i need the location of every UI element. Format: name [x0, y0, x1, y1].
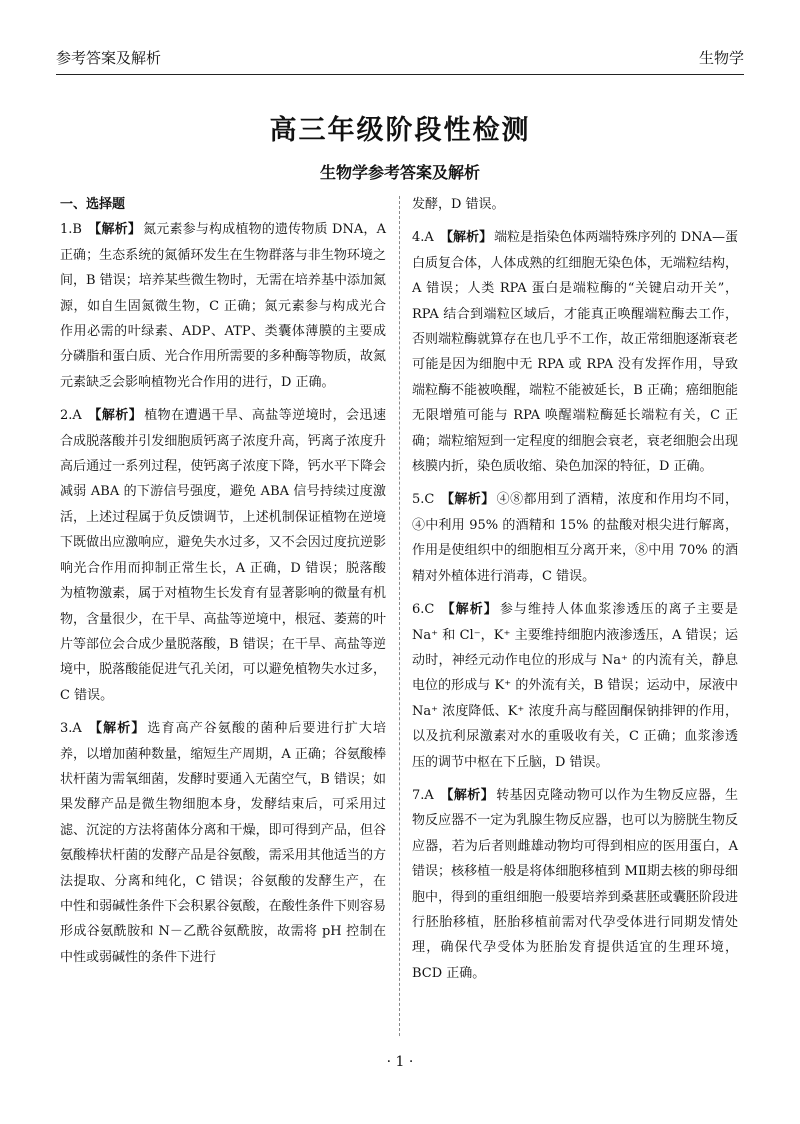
item-number: 4.	[412, 230, 425, 246]
item-text: 选育高产谷氨酸的菌种后要进行扩大培养，以增加菌种数量，缩短生产周期，A 正确；谷氨酸棒状杆菌为需氧细菌，发酵时要通入无菌空气，B 错误；如果发酵产品是微生物细胞本身，发酵结束后，可采用过滤、沉淀的方法将菌体分离和干燥，即可得到产品，但谷氨酸棒状杆菌的发酵产品是谷氨酸，需采用其他适当的方法提取、分离和纯化，C 错误；谷氨酸的发酵生产，在中性和弱碱性条件下会积累谷氨酸，在酸性条件下则容易形成谷氨酰胺和 N－乙酰谷氨酰胺，故需将 pH 控制在中性或弱碱性的条件下进行	[60, 721, 386, 965]
item-text: 端粒是指染色体两端特殊序列的 DNA—蛋白质复合体，人体成熟的红细胞无染色体，无端粒结构，A 错误；人类 RPA 蛋白是端粒酶的“关键启动开关”，RPA 结合到端粒区域后，才能真正唤醒端粒酶去工作，否则端粒酶就算存在也几乎不工作，故正常细胞逐渐衰老可能是因为细胞中无 RPA 或 RPA 没有发挥作用，导致端粒酶不能被唤醒，端粒不能被延长，B 正确；癌细胞能无限增殖可能与 RPA 唤醒端粒酶延长端粒有关，C 正确；端粒缩短到一定程度的细胞会衰老，衰老细胞会出现核膜内折，染色质收缩、染色加深的特征，D 正确。	[412, 230, 738, 475]
header-left-label: 参考答案及解析	[56, 49, 162, 67]
section-heading: 一、选择题	[60, 197, 126, 212]
item-answer: C	[424, 602, 435, 618]
item-3-continuation: 发酵，D 错误。	[412, 197, 505, 212]
page-number: · 1 ·	[386, 1054, 414, 1070]
analysis-tag: 【解析】	[88, 222, 142, 238]
item-number: 5.	[412, 492, 425, 508]
item-answer: A	[424, 787, 434, 803]
item-answer: C	[424, 492, 435, 508]
item-number: 1.	[60, 222, 73, 238]
analysis-tag: 【解析】	[89, 721, 146, 737]
page-subtitle: 生物学参考答案及解析	[319, 163, 480, 182]
column-divider	[399, 196, 400, 1036]
item-number: 2.	[60, 408, 73, 424]
answer-item-5	[412, 487, 738, 589]
analysis-tag: 【解析】	[440, 492, 495, 508]
right-column	[412, 192, 738, 994]
item-text: 转基因克隆动物可以作为生物反应器，生物反应器不一定为乳腺生物反应器，也可以为膀胱生物反应器，若为后者则雌雄动物均可得到相应的医用蛋白，A 错误；核移植一般是将体细胞移植到 MⅡ期去核的卵母细胞中，得到的重组细胞一般要培养到桑葚胚或囊胚阶段进行胚胎移植，胚胎移植前需对代孕受体进行同期发情处理，确保代孕受体为胚胎发育提供适宜的生理环境，BCD 正确。	[412, 787, 738, 981]
answer-item-3	[60, 716, 386, 970]
item-number: 6.	[412, 602, 425, 618]
running-header	[56, 44, 744, 75]
left-column	[60, 192, 386, 978]
item-answer: B	[72, 222, 82, 238]
item-text: 氮元素参与构成植物的遗传物质 DNA，A 正确；生态系统的氮循环发生在生物群落与非生物环境之间，B 错误；培养某些微生物时，无需在培养基中添加氮源，如自生固氮微生物，C 正确；氮元素参与构成光合作用必需的叶绿素、ADP、ATP、类囊体薄膜的主要成分磷脂和蛋白质、光合作用所需要的多种酶等物质，故氮元素缺乏会影响植物光合作用的进行，D 正确。	[60, 222, 386, 390]
analysis-tag: 【解析】	[441, 602, 498, 618]
answer-item-4	[412, 225, 738, 479]
answer-item-6	[412, 597, 738, 775]
item-text: 植物在遭遇干旱、高盐等逆境时，会迅速合成脱落酸并引发细胞质钙离子浓度升高，钙离子浓度升高后通过一系列过程，使钙离子浓度下降，钙水平下降会减弱 ABA 的下游信号强度，避免 ABA 信号持续过度激活，上述过程属于负反馈调节，上述机制保证植物在逆境下既做出应激响应，避免失水过多，又不会因过度抗逆影响光合作用而抑制正常生长，A 正确，D 错误；脱落酸为植物激素，属于对植物生长发育有显著影响的微量有机物，含量很少，在干旱、高盐等逆境中，根冠、萎蔫的叶片等部位会合成少量脱落酸，B 错误；在干旱、高盐等逆境中，脱落酸能促进气孔关闭，可以避免植物失水过多，C 错误。	[60, 408, 386, 703]
analysis-tag: 【解析】	[440, 787, 495, 803]
analysis-tag: 【解析】	[88, 408, 143, 424]
item-answer: A	[424, 230, 434, 246]
header-subject-label: 生物学	[698, 49, 744, 67]
page-title: 高三年级阶段性检测	[269, 115, 531, 146]
answer-item-1	[60, 217, 386, 395]
item-text: 参与维持人体血浆渗透压的离子主要是 Na⁺ 和 Cl⁻，K⁺ 主要维持细胞内液渗透压，A 错误；运动时，神经元动作电位的形成与 Na⁺ 的内流有关，静息电位的形成与 K⁺ 的外流有关，B 错误；运动中，尿液中 Na⁺ 浓度降低、K⁺ 浓度升高与醛固酮保钠排钾的作用，以及抗利尿激素对水的重吸收有关，C 正确；血浆渗透压的调节中枢在下丘脑，D 错误。	[412, 602, 738, 770]
answer-item-7	[412, 783, 738, 986]
analysis-tag: 【解析】	[439, 230, 493, 246]
item-text: ④⑧都用到了酒精，浓度和作用均不同，④中利用 95% 的酒精和 15% 的盐酸对根尖进行解离，作用是使组织中的细胞相互分离开来，⑧中用 70% 的酒精对外植体进行消毒，C 错误。	[412, 492, 738, 584]
item-number: 7.	[412, 787, 425, 803]
item-number: 3.	[60, 721, 73, 737]
item-answer: A	[72, 721, 82, 737]
item-answer: A	[72, 408, 82, 424]
answer-item-2	[60, 403, 386, 708]
